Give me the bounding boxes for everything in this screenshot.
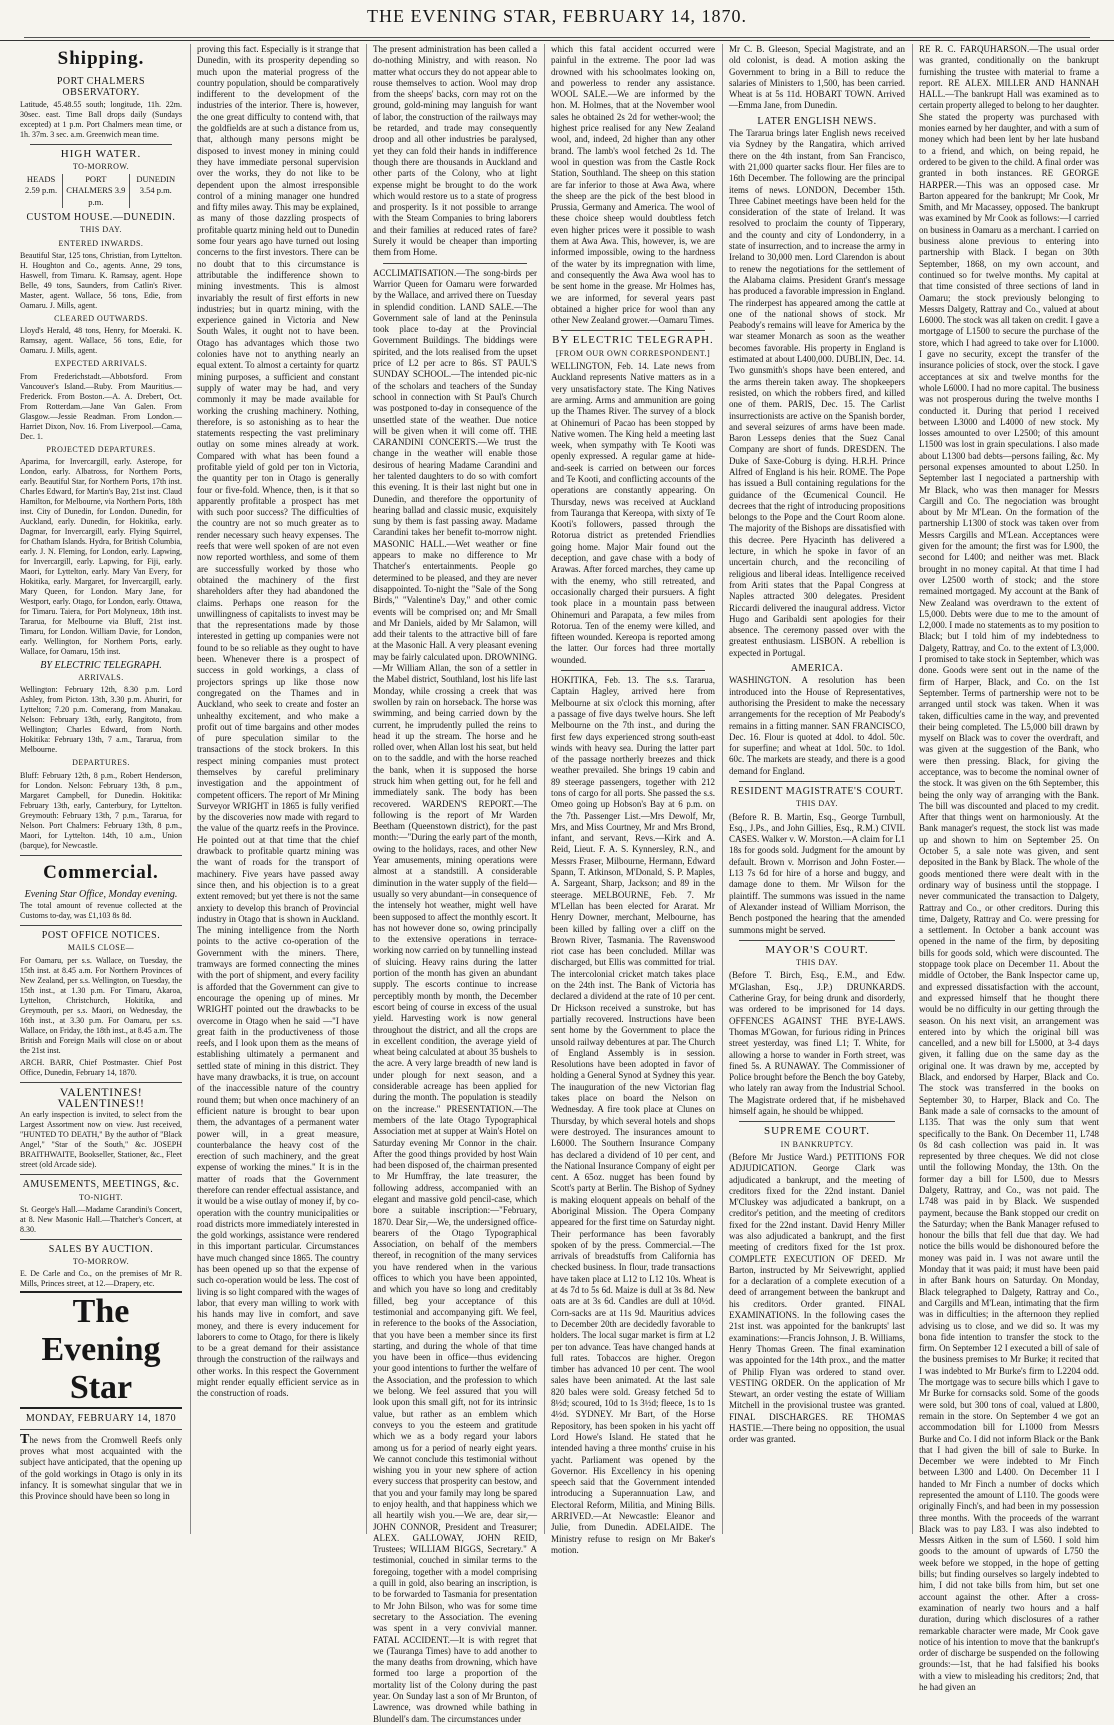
high-water-heading: HIGH WATER. [60,147,142,160]
customs-heading: CUSTOM HOUSE.—DUNEDIN. [26,212,176,224]
column-2 [190,44,365,1534]
departures-text: Bluff: February 12th, 8 p.m., Robert Henderson, for London. Nelson: February 13th, 8 p.m., Margaret Campbell, for Dunedin. Hokitika: February 13th, early, Canterbury, for Lyttelton. Greymouth: February 13th, 7 p.m., Tararua, for Nelson. Port Chalmers: February 13th, 8 p.m., Maori, for Lyttelton. 14th, 10 a.m., Union (barque), for Newcastle. [20,770,182,850]
editorial-continued: The present administration has been called a do-nothing Ministry, and with reason. No matter what occurs they do not appear able to rouse themselves to action. Wool may drop from the sheeps' backs, corn may rot on the ground, gold-mining may languish for want of labor, the construction of the railways may be retarded, and trade may consequently droop and all other industries be paralysed, yet they can fold their hands in indifference though there are thousands in Auckland and other parts of the Colony, who at light expense might be brought to do the work which would restore us to a state of progress and prosperity. Is it not possible to arrange with the Steam Companies to bring laborers and their families at reduced rates of fare? Surely it would be cheaper than importing them from Home. [373,44,537,258]
column-6 [912,44,1099,1693]
mayor-court-text: (Before T. Birch, Esq., E.M., and Edw. M'Glashan, Esq., J.P.) DRUNKARDS. Catherine Gray, for being drunk and disorderly, was ordered to be imprisoned for 14 days. OFFENCES AGAINST THE BYE-LAWS. Thomas M'Gowan, for furious riding in Princes street yesterday, was fined L1; T. White, for allowing a horse to wander in Forth street, was fined 5s. A RUNAWAY. The Commissioner of Police brought before the Bench the boy Gateby, who lately ran away from the Industrial School. The Magistrate ordered that, if he misbehaved himself again, he should be whipped. [729,970,905,1117]
hokitika-news: HOKITIKA, Feb. 13. The s.s. Tararua, Captain Hagley, arrived here from Melbourne at six o'clock this morning, after a passage of five days twelve hours. She left Melbourne on the 7th inst., and during the first few days experienced strong south-east winds with heavy sea. During the latter part of the passage northerly breezes and thick weather prevailed. She brings 19 cabin and 89 steerage passengers, together with 212 tons of cargo for all ports. She passed the s.s. Omeo going up Hobson's Bay at 6 p.m. on the 7th. Passenger List.—Mrs Dewolf, Mr, Mrs, and Miss Courtney, Mr and Mrs Brond, infant, and servant, Revs.—Kirk and A. Reid, Lieut. F. A. S. Kynnersley, R.N., and Messrs Fraser, Milbourne, Hermann, Edward Spann, T. Atkinson, M'Donald, S. P. Maples, A. Sargeant, Sharp, Jackson; and 89 in the steerage. MELBOURNE, Feb. 7. Mr M'Lellan has been elected for Ararat. Mr Henry Downer, merchant, Melbourne, has been killed by falling over a cliff on the Brown River, Tasmania. The Ravenswood riot case has been concluded. Millar was discharged, but Ellis was committed for trial. The intercolonial cricket match takes place on the 24th inst. The Bank of Victoria has declared a dividend at the rate of 10 per cent. Dr Hickson received a sunstroke, but has partially recovered. Instructions have been sent home by the Government to place the unsold railway debentures at par. The Church of England Assembly is in session. Resolutions have been adopted in favor of holding a General Synod at Sydney this year. The inauguration of the new Victorian flag takes place on board the Nelson on Wednesday. A fire took place at Clunes on Thursday, by which several hotels and shops were destroyed. The insurances amount to L6000. The Southern Insurance Company has declared a dividend of 10 per cent, and the National Insurance Company of eight per cent. A 65oz. nugget has been found by Scott's party at Berlin. The Bishop of Sydney is making eloquent appeals on behalf of the Aboriginal Mission. The Opera Company appeared for the first time on Saturday night. Their performance has been favorably spoken of by the press. Commercial.—The arrivals of breadstuffs from California has checked business. In flour, trade transactions have taken place at L12 to L12 10s. Wheat is at 4s 7d to 5s 6d. Maize is dull at 3s 8d. New oats are at 3s 6d. Candles are dull at 10½d. Corn-sacks are at 11s 9d. Mauritius advices to December 20th are decidedly favorable to holders. The local sugar market is firm at L2 per ton advance. Teas have changed hands at full rates. Tobaccos are higher. Oregon timber has advanced 10 per cent. The wool sales have been animated. At the last sale 820 bales were sold. Greasy fetched 5d to 8½d; scoured, 10d to 1s 3½d; fleece, 1s to 1s 4½d. SYDNEY. Mr Bart, of the Horse Repository, has been spoken in his yacht off Lord Howe's Island. He stated that he intended having a three months' cruise in his yacht. Parliament was opened by the Governor. His Excellency in his opening speech said that the Government intended introducing a Superannuation Law, and Electoral Reform, Militia, and Mining Bills. ARRIVED.—At Newcastle: Eleanor and Julie, from Dunedin. ADELAIDE. The Ministry refuse to resign on Mr Baker's motion. [551,675,715,1555]
divider [20,1174,182,1175]
later-english-text: The Tararua brings later English news received via Sydney by the Rangatira, which arrived there on the 4th instant, from San Francisco, with 21,000 quarter sacks flour. Her files are to 16th December. The following are the principal items of news. LONDON, December 15th. Three Cabinet meetings have been held for the consideration of the state of Ireland. It was resolved to proclaim the county of Tipperary, and the county and city of Londonderry, in a state of insurrection, and to increase the army in Ireland to 30,000 men. Lord Clarendon is about to renew the negotiations for the settlement of the Alabama claims. President Grant's message has produced a favorable impression in England. The rinderpest has appeared among the cattle at one of the national shows of stock. Mr Peabody's remains will leave for America by the war steamer Monarch as soon as the weather becomes favorable. His property in England is estimated at about L400,000. DUBLIN, Dec. 14. Two gunsmith's shops have been entered, and the arms therein taken away. The shopkeepers resisted, on which the robbers fired, and killed one of them. PARIS, Dec. 15. The Carlist insurrectionists are active on the Spanish border, and several seizures of arms have been made. Baron Lesseps denies that the Suez Canal Company are short of funds. DRESDEN. The Duke of Saxe-Coburg is dying. H.R.H. Prince Alfred of England is his heir. ROME. The Pope has issued a Bull containing regulations for the guidance of the Œcumenical Council. He decrees that the right of introducing propositions belongs to the Pope and the Court Room alone. The majority of the Bishops are dissatisfied with this decree. Pere Hyacinth has delivered a lecture, in which he spoke in favor of an uncertain church, and the reconciling of religious and liberal ideas. Intelligence received from Ariti states that the Papal Congress at Naples attracted 300 delegates. President Riccardi delivered the inaugural address. Victor Hugo and Garibaldi sent apologies for their absence. The ceremony passed over with the greatest enthusiasm. LISBON. A rebellion is expected in Portugal. [729,128,905,658]
america-heading: AMERICA. [790,663,844,675]
observatory-text: Latitude, 45.48.55 south; longitude, 11h. 22m. 30sec. east. Time Ball drops daily (Sundays excepted) at 1 p.m. Port Chalmers mean time, or 1h. 37m. 3 sec. a.m. Greenwich mean time. [20,99,182,139]
rm-court-text: (Before R. B. Martin, Esq., George Turnbull, Esq., J.Ps., and John Gillies, Esq., R.M.) CIVIL CASES. Walker v. W. Morston.—A claim for L1 18s for goods sold. Judgment for the amount by default. Brown v. Morrison and John Foster.—L13 7s 6d for hire of a horse and buggy, and damage done to them. Mr Wilson for the plaintiff. The summons was issued in the name of Alexander instead of William Morrison, the Bench postponed the hearing that the amended summons might be served. [729,811,905,935]
column-3 [366,44,543,1724]
editorial-text: proving this fact. Especially is it strange that Dunedin, with its prosperity depending so much upon the material progress of the country population, should be comparatively indifferent to the development of the industries of the interior. There is, however, the one great difficulty to contend with, that the goldfields are at such a distance from us, that, although many persons might be disposed to invest money in mining could they have immediate personal supervision over the works, they do not like to be dependent upon the almost irresponsible control of a mining manager one hundred and fifty miles away. This may be explained, as many of those dazzling prospects of profitable quartz mining held out to Dunedin some four years ago have turned out losing concerns to the first investors. There can be no doubt that to this circumstance is attributable the indifference shown to mining investments. This is almost invariably the result of first efforts in new industries; but in quartz mining, with the experience gained in Victoria and New South Wales, it ought not to have been. Otago has advantages which those two colonies have not to anything nearly an equal extent. To almost a certainty for quartz mining purposes, a sufficient and constant supply of water may be had, and very commonly it may be made available for working the crushing machinery. Nothing, therefore, is so astonishing as to hear the statements respecting the vast preliminary outlay on some mines already at work. Compared with what has been found a profitable yield of gold per ton in Victoria, the quantity per ton in Otago is generally four or five-fold. Whence, then, is it that so apparently profitable a prospect has met with such poor success? The difficulties of the country are not so much greater as to render necessary such heavy expenses. The reefs that were well spoken of are not even now reported worthless, and some of them are successfully worked by those who obtained the machinery of the first shareholders after they had abandoned the claims. Perhaps one reason for the unwillingness of capitalists to invest may be that the representations made by those interested in getting up companies were not found to be so reliable as they ought to have been. Whenever there is a prospect of success in gold workings, a class of projectors springs up like those now congregated on the Thames and in Auckland, who seek to create and foster an unhealthy excitement, and who make a profit out of time bargains and other modes of pure speculation similar to the transactions of the stock brokers. In this respect mining companies must protect themselves by careful preliminary investigation and the appointment of competent officers. The report of Mr Mining Surveyor WRIGHT in 1865 is fully verified by the discoveries now made with regard to the value of the quartz reefs in the Province. He pointed out at that time that the chief drawback to profitable quartz mining was the want of roads for the transport of machinery. Five years have passed away since then, and his objection is to a great extent removed; but yet there is not the same anxiety to develop this branch of Provincial industry in Otago that is shown in Auckland. The mining intelligence from the North points to the active co-operation of the Government with the miners. There, tramways are formed connecting the mines with the port of shipment, and every facility is afforded that the Government can give to encourage the opening up of mines. Mr WRIGHT pointed out the drawbacks to be overcome in Otago when he said —"I have great faith in the productiveness of those reefs, and I look upon them as the means of establishing ultimately a permanent and settled state of mining in this district. They have many drawbacks, it is true, on account of the inaccessible nature of the country round them; but when once machinery of an efficient nature is brought to bear upon them, the advantages of a permanent water power will, in a great measure, counterbalance the heavy cost of the erection of such machinery, and the great expense of working the mines." It is in the matter of roads that the Government therefore can render effectual assistance, and it would be a wise outlay of money if, by co-operation with the country municipalities or road districts more immediately interested in the gold workings, assistance were rendered in this important particular. Circumstances have much changed since 1865. The country has been opened up so that the expense of such co-operation would be less. The cost of living is so light compared with the wages of labor, that every man willing to work with his hands may live in comfort, and save money, and there is every inducement for laborers to come to Otago, for there is likely to be a great demand for their assistance through the construction of the railways and other works. In this respect the Government might render equally efficient service as in the construction of roads. [197,44,359,1399]
water-dunedin: DUNEDIN 3.54 p.m. [129,174,182,208]
departures-heading: DEPARTURES. [72,758,130,768]
divider [20,1082,182,1083]
divider [739,940,895,941]
divider [20,1429,182,1430]
high-water-sub: TO-MORROW. [72,161,130,171]
projected-heading: PROJECTED DEPARTURES. [46,444,156,454]
telegraph-heading-main: BY ELECTRIC TELEGRAPH. [552,334,714,347]
rm-court-heading: RESIDENT MAGISTRATE'S COURT. [730,786,904,797]
rm-court-sub: THIS DAY. [796,799,838,809]
masthead-title: THE EVENING STAR, FEBRUARY 14, 1870. [367,6,747,26]
wellington-news: WELLINGTON, Feb. 14. Late news from Auckland represents Native matters as in a very unsatisfactory state. The King Natives are arming. Arms and ammunition are going up the Thames River. The survey of a block at Ohinemuri of Pacao has been stopped by Native women. The King held a meeting last week, when sympathy with Te Kooti was openly expressed. A regular game at hide-and-seek is carried on between our forces and Te Kooti, and conflicting accounts of the operations are constantly appearing. On Thursday, news was received at Auckland from Tauranga that Kereopa, with sixty of Te Kooti's followers, passed through the Rotorua district as pretended Friendlies going home. Major Mair found out the deception, and gave chase with a body of Arawas. After forced marches, they came up with the enemy, who still retreated, and occasionally charged their pursuers. A fight took place in a mountain pass between Ohinemuri and Parapata, a few miles from Rotorua. Ten of the enemy were killed, and fifteen wounded. Kereopa is reported among the latter. Our forces had three mortally wounded. [551,361,715,665]
newspaper-columns [20,44,1099,1724]
shipping-heading: Shipping. [57,48,145,69]
divider [20,855,182,856]
amusements-heading: AMUSEMENTS, MEETINGS, &c. [22,1179,180,1191]
amusements-text: St. George's Hall.—Madame Carandini's Concert, at 8. New Masonic Hall.—Thatcher's Concert, at 8.30. [20,1204,182,1234]
mayor-court-sub: THIS DAY. [796,958,838,968]
expected-heading: EXPECTED ARRIVALS. [54,359,148,369]
divider [561,670,705,671]
entered-heading: ENTERED INWARDS. [58,238,144,248]
america-text: WASHINGTON. A resolution has been introduced into the House of Representatives, authorising the President to make the necessary arrangements for the reception of Mr Peabody's remains in a fitting manner. SAN FRANCISCO, Dec. 16. Flour is quoted at 4dol. to 4dol. 50c. for superfine; and wheat at 1dol. 50c. to 1dol. 60c. The markets are steady, and there is a good demand for England. [729,675,905,776]
telegraph-heading: BY ELECTRIC TELEGRAPH. [40,659,162,671]
water-heads: HEADS 2.59 p.m. [24,174,58,196]
sales-text: E. De Carle and Co., on the premises of Mr R. Mills, Princes street, at 12.—Drapery, etc. [20,1269,182,1289]
paper-title: The Evening Star [20,1291,182,1409]
projected-text: Aparima, for Invercargill, early. Asterope, for London, early. Albatross, for Northern Ports, early. Beautiful Star, for Northern Ports, 17th inst. Charles Edward, for Martin's Bay, 21st inst. Claud Hamilton, for Melbourne, via Northern Ports, 18th inst. City of Dunedin, for London. Dunedin, for Auckland, early. Dunedin, for Hokitika, early. Dagmar, for Invercargill, early. Flying Squirrel, for Chatham Islands. Hydra, for British Columbia, early. J. N. Fleming, for London, early. Lapwing, for Invercargill, early. Lapwing, for Fiji, early. Maori, for Lyttelton, early. Mary Van Every, for Hokitika, early. Margaret, for Invercargill, early. Mary Queen, for London. Mary Jane, for Westport, early. Otago, for London, early. Ottawa, for Timaru. Taiera, for Port Molyneux, 18th inst. Tararua, for Melbourne via Bluff, 21st inst. Timaru, for London. William Davie, for London, early. Wellington, for Northern Ports, early. Wallace, for Oamaru, 15th inst. [20,456,182,656]
dateline: MONDAY, FEBRUARY 14, 1870 [25,1413,177,1425]
arrivals-heading: ARRIVALS. [78,673,124,683]
cleared-heading: CLEARED OUTWARDS. [54,313,148,323]
amusements-sub: TO-NIGHT. [79,1192,123,1202]
commercial-heading: Commercial. [43,861,159,883]
telegraph-sub: [FROM OUR OWN CORRESPONDENT.] [555,348,711,358]
divider [739,781,895,782]
local-items: ACCLIMATISATION.—The song-birds per Warrior Queen for Oamaru were forwarded by the Wallace, and arrived there on Tuesday in splendid condition. LAND SALE.—The Government sale of land at the Peninsula took place to-day at the Provincial Government Buildings. The biddings were spirited, and the lots realised from the upset price of L2 per acre to 86s. ST PAUL'S SUNDAY SCHOOL.—The intended pic-nic of the scholars and teachers of the Sunday school in connection with St Paul's Church was postponed to-day in consequence of the unsettled state of the weather. Due notice will be given when it will come off. THE CARANDINI CONCERTS.—We trust the change in the weather will enable those desirous of hearing Madame Carandini and her talented daughters to do so with comfort this evening. It is their last night but one in Dunedin, and therefore the opportunity of hearing ballad and classic music, exquisitely sung by them is fast passing away. Madame Carandini takes her benefit to-morrow night. MASONIC HALL.—Wet weather or fine appears to make no difference to Mr Thatcher's entertainments. People go determined to be pleased, and they are never disappointed. To-night the "Sale of the Song Birds," "Valentine's Day," and other comic events will be comprised on; and Mr Small and Mr Daniels, aided by Mr Salamon, will add their talents to the attractive bill of fare at the Masonic Hall. A very pleasant evening may be fairly calculated upon. DROWNING.—Mr William Allan, the son of a settler in the Mabel district, Southland, lost his life last Monday, while crossing a creek that was swollen by rain on horseback. The horse was swimming, and being carried down by the current, he imprudently pulled the reins to head it up the stream. The horse and he rolled over, when Allan lost his seat, but held on to the saddle, and with the horse reached the bank, when it is supposed the horse struck him when getting out, for he fell and immediately sank. The body has been recovered. WARDEN'S REPORT.—The following is the report of Mr Warden Beetham (Queenstown district), for the past month:—"During the early part of the month, owing to the holidays, races, and other New Year amusements, mining operations were almost at a standstill. A considerable diminution in the water supply of the field—usually so very abundant—in consequence of the intensely hot weather, might well have been supposed to affect the monthly escort. It has not however done so, owing principally to the extensive operations in terrace-working now carried on by tunnelling instead of sluicing. Heavy rains during the latter portion of the month has given an abundant supply. The escorts continue to increase perceptibly month by month, the December escort being of course in excess of the usual yield. Harvesting work is now general throughout the district, and all the crops are in excellent condition, the average yield of wheat being calculated at about 35 bushels to the acre. A very large breadth of new land is under plough for next season, and a considerable acreage has been applied for during the month. The population is steadily on the increase." PRESENTATION.—The members of the late Otago Typographical Association met at supper at Wain's Hotel on Saturday evening Mr Connor in the chair. After the good things provided by host Wain had been disposed of, the chairman presented to Mr Humffray, the late treasurer, the following address, accompanied with an elegant and massive gold pencil-case, which bore a suitable inscription:—"February, 1870. Dear Sir,—We, the undersigned office-bearers of the Otago Typographical Association, on behalf of the members thereof, in recognition of the many services you have rendered when in the various offices to which you have been appointed, and which you have so long and creditably filled, beg your acceptance of this testimonial and accompanying gift. We feel, in reference to the books of the Association, that you have been a member since its first starting, and during the whole of that time you have been in office—thus evidencing your good intentions to further the welfare of the Association, and the profession to which we belong. We feel assured that you will look upon this small gift, not for its intrinsic value, but rather as an emblem which conveys to you the esteem and gratitude which we as a body regard your labors among us for a period of nearly eight years. We cannot conclude this testimonial without wishing you in your new sphere of action every success that prosperity can bestow, and that you and your family may long be spared to enjoy health, and that happiness which we all heartily wish you.—We are, dear sir,—JOHN CONNOR, President and Treasurer; ALEX. GALLOWAY, JOHN REID, Trustees; WILLIAM BIGGS, Secretary." A testimonial, couched in similar terms to the foregoing, together with a model comprising a quill in gold, also bearing an inscription, is to be forwarded to Tasmania for presentation to Mr John Bilson, who was for some time secretary to the Association. The evening was spent in a very convivial manner. FATAL ACCIDENT.—It is with regret that we (Tauranga Times) have to add another to the many deaths from drowning, which have formed too large a proportion of the mortality list of the Colony during the past year. On Sunday last a son of Mr Brunton, of Lawrence, was drowned while bathing in Blundell's dam. The circumstances under [373,267,537,1724]
divider [20,1239,182,1240]
post-office-text: For Oamaru, per s.s. Wallace, on Tuesday, the 15th inst. at 8.45 a.m. For Northern Provinces of New Zealand, per s.s. Wellington, on Tuesday, the 15th inst., at 1.30 p.m. For Timaru, Akaroa, Lyttelton, Christchurch, Hokitika, and Greymouth, per s.s. Maori, on Wednesday, the 16th inst., at 3.30 p.m. For Oamaru, per s.s. Wallace, on Friday, the 18th inst., at 8.45 a.m. The British and Foreign Mails will close on or about the 21st inst. [20,955,182,1055]
entered-text: Beautiful Star, 125 tons, Christian, from Lyttelton. H. Houghton and Co., agents. Anne, 29 tons, Haswell, from Timaru. K. Ramsay, agent. Hope Belle, 49 tons, Saunders, from Catlin's River. Master, agent. Wallace, 56 tons, Edie, from Oamaru. J. Mills, agent. [20,250,182,310]
bankruptcy-continued: RE R. C. FARQUHARSON.—The usual order was granted, conditionally on the bankrupt furnishing the trustee with material to frame a report. RE ALEX. MILLER AND HANNAH HALL.—The bankrupt Hall was examined as to certain property alleged to belong to her daughter. She stated the property was purchased with monies earned by her daughter, and with a sum of money which had been lent by her late husband to a friend, and which, on being repaid, he ordered to be given to the child. A final order was granted in both instances. RE GEORGE HARPER.—This was an opposed case. Mr Barton appeared for the bankrupt; Mr Cook, Mr Smith, and Mr Macassey, opposed. The bankrupt was examined by Mr Cook as follows:—I carried on business in Oamaru as a merchant. I carried on business alone previous to entering into partnership with Black. I began on 30th September, 1868, on my own account, and continued so for twelve months. My capital at that time consisted of three sections of land in Oamaru; the stock previously belonging to Messrs Dalgety, Rattray and Co., valued at about L6000. The stock was all taken on credit. I gave a mortgage of L1500 to secure the purchase of the store, which I had agreed to take over for L1000. I gave no security, except the transfer of the insurance policies of stock, over the stock. I gave acceptances at six and twelve months for the whole L6000. I had no more capital. The business was not prosperous during the twelve months I conducted it. During that period I received between L3000 and L4000 of new stock. My losses amounted to over L2500; of this amount L1500 was lost in grain speculations. I also made about L1300 bad debts—persons failing, &c. My personal expenses amounted to about L250. In September last I negociated a partnership with Mr Black, who was then manager for Messrs Cargill and Co. The negociation was brought about by Mr M'Lean. On the formation of the partnership L1300 of stock was taken over from Messrs Cargills and M'Lean. Acceptances were given for the amount; the first was for L900, the second for L400; and neither was met. Black brought in no money capital. At that time I had over L2500 worth of stock; and the store remained mortgaged. My account at the Bank of New Zealand was overdrawn to the extent of L5,000. Debts were due to me to the amount of L2,000. I made no statements as to my position to Black; but I told him of my indebtedness to Dalgety, Rattray, and Co. to the extent of L3,000. I promised to take stock in September, which was done. Goods were sent out in the name of the firm of Harper, Black, and Co. on the 1st September. Terms of partnership were not to be arranged until stock was taken. When it was taken, difficulties came in the way, and prevented their being completed. The L5,000 bill drawn by myself on Black was to cover the overdraft, and was given at the suggestion of the Bank, who were then pressing. Black, for giving the acceptance, was to become the nominal owner of the stock. It was given on the 6th September, this being the only way of arranging with the Bank. The bill was discounted and placed to my credit. After that things went on harmoniously. At the Bank manager's request, the stock list was made up and shown to him on September 25. On October 5, a sale note was given, and sent deposited in the Bank by Black. The whole of the goods mentioned there were dealt with in the ordinary way of business until the stoppage. I never communicated the transaction to Dalgety, Rattray and Co., or other creditors. During this time, Dalgety, Rattray and Co. were pressing for a settlement. In October a bank account was opened in the name of the firm, by depositing bills for goods sold, which were discounted. The stoppage took place on December 11. About the middle of October, the Bank Inspector came up, and expressed dissatisfaction with the account, and expressed himself that he thought there would be no difficulty in our getting through the season. On his next visit, an arrangement was entered into by which the original bill was cancelled, and a new bill for L5000, at 3-4 days given, it falling due on the same day as the original one. It was drawn by me, accepted by Black, and endorsed by Harper, Black and Co. The stock was transferred in the books on September 30, to Harper, Black and Co. The Bank made a sale of cornsacks to the amount of L135. That was the only sum that went specifically to the Bank. On December 11, L748 0s 8d cash collection was paid in. It was represented by three cheques. We did not close until the following Monday, the 13th. On the former day a bill for L500, due to Messrs Dalgety, Rattray, and Co., was not paid. The L748 was paid in by Black. We suspended payment, because the Bank stopped our credit on the Saturday; when the Bank Manager refused to honour the bills that fell due that day. We had notice the bills would be dishonoured before the money was paid in. I was not aware until the Monday that it was paid; it must have been paid in after Bank hours on Saturday. On Monday, Black telegraphed to Dalgety, Rattray and Co., and Cargills and M'Lean, intimating that the firm was in difficulties; in the afternoon they replied advising us to close, and we did so. It was my bona fide intention to transfer the stock to the firm. On September 12 I executed a bill of sale of the business premises to Mr Burke; it recited that I was indebted to Mr Burke's firm to L2204 odd. The mortgage was to secure bills which I gave to Mr Burke for cornsacks sold. Some of the goods were sold, but 300 tons of coal, valued at L800, remain in the store. On September 4 we got an accommodation bill for L1000 from Messrs Burke and Co. I did not inform Black or the Bank that I had given the bill of sale to Burke. In December we were indebted to Mr Finch between L300 and L400. On December 11 I handed to Mr Finch a number of docks which represented the amount of L110. The goods were originally Finch's, and had been in my possession three months. With the proceeds of the warrant Black was to pay L83. I was also indebted to Messrs Aitken in the sum of L560. I sold him goods to the amount of upwards of L750 the week before we stopped, in the hope of getting bills; but finding ourselves so largely indebted to him, I did not take bills from him, but set one account against the other. After a cross-examination of nearly two hours and a half duration, during which disclosures of a rather remarkable character were made, Mr Cook gave notice of his intention to move that the bankrupt's order of discharge be suspended on the following grounds:—1st, that he had falsified his books with a view to misleading his creditors; 2nd, that he had given an [919,44,1099,1693]
water-port-chalmers: PORT CHALMERS 3.9 p.m. [63,174,129,208]
commercial-text: The total amount of revenue collected at the Customs to-day, was £1,103 8s 8d. [20,901,182,921]
supreme-court-heading: SUPREME COURT. [763,1125,871,1138]
column-4 [544,44,721,1555]
divider [561,330,705,331]
commercial-sub: Evening Star Office, Monday evening. [24,888,178,900]
bankruptcy-heading: IN BANKRUPTCY. [780,1139,854,1149]
column-5 [722,44,911,1534]
editorial-lead: The news from the Cromwell Reefs only proves what most acquainted with the subject have anticipated, that the opening up of the gold workings in Otago is only in its infancy. It is somewhat singular that we in this Province should have been so long in [20,1431,182,1502]
post-office-signature: ARCH. BARR, Chief Postmaster. Chief Post Office, Dunedin, February 14, 1870. [20,1057,182,1077]
masthead [0,0,1114,41]
valentines-heading: VALENTINES! VALENTINES!! [57,1084,145,1110]
expected-text: From Frederichstadt.—Abbotsford. From Vancouver's Island.—Ruby. From Mauritius.—Frederick. From Boston.—A. A. Drebert, Oct. From Rotterdam.—Jane Van Galen. From Glasgow.—Jessie Readman. From London.—Harriet Dixon, Nov. 16. From Liverpool.—Cama, Dec. 1. [20,371,182,441]
divider [20,925,182,926]
sales-heading: SALES BY AUCTION. [48,1243,154,1255]
arrivals-text: Wellington: February 12th, 8.30 p.m. Lord Ashley, from Picton. 13th, 3.30 p.m. Ahuriri, for Lyttelton; 7.20 p.m. Comerang, from Manakau. Nelson: February 13th, early, Rangitoto, from Wellington; Charles Edward, from North. Hokitika: February 13th, 7 a.m., Tararua, from Melbourne. [20,685,182,755]
valentines-text: An early inspection is invited, to select from the Largest Assortment now on view. Just received, "HUNTED TO DEATH," By the author of "Black Angel," "Star of the South," &c. JOSEPH BRAITHWAITE, Bookseller, Stationer, &c., Fleet street (old Arcade side). [20,1110,182,1170]
later-english-heading: LATER ENGLISH NEWS. [757,115,877,127]
observatory-heading: PORT CHALMERS OBSERVATORY. [56,76,146,99]
customs-sub: THIS DAY. [80,225,122,235]
high-water-table [20,174,182,208]
bankruptcy-text: (Before Mr Justice Ward.) PETITIONS FOR ADJUDICATION. George Clark was adjudicated a bankrupt, and the meeting of creditors fixed for the 22nd instant. Daniel M'Cluskey was adjudicated a bankrupt, on a creditor's petition, and the meeting of creditors fixed for the 22nd instant. David Henry Miller was also adjudicated a bankrupt, and the first meeting of creditors fixed for the 1st prox. COMPLETE EXECUTION OF DEED. Mr Barton, instructed by Mr Seivewright, applied for a declaration of a complete execution of a deed of arrangement between the bankrupt and his creditors. Order granted. FINAL EXAMINATIONS. In the following cases the 21st inst. was appointed for the bankrupts' last examinations:—Francis Johnson, J. B. Williams, Henry Thomas Green. The final examination was appointed for the 14th prox., and the matter of Philip Flyan was ordered to stand over. VESTING ORDER. On the application of Mr Stewart, an order vesting the estate of William Mitchell in the provisional trustee was granted. FINAL DISCHARGES. RE THOMAS HASTIE.—There being no opposition, the usual order was granted. [729,1151,905,1445]
mayor-court-heading: MAYOR'S COURT. [765,943,869,956]
post-office-sub: MAILS CLOSE— [67,943,135,953]
wool-sale-text: which this fatal accident occurred were painful in the extreme. The poor lad was drowned with his schoolmates looking on, and powerless to render any assistance. WOOL SALE.—We are informed by the hon. M. Holmes, that at the November wool sales he obtained 2s 2d for wether-wool; the highest price realised for any New Zealand wool, and, indeed, 2d higher than any other brand. The lamb's wool fetched 2s 1d. The wool in question was from the Castle Rock Station, Southland. The sheep on this station are far inferior to those at Awa Awa, where the sheep are the pick of the best blood in Prussia, Germany and America. The wool of these choice sheep would doubtless fetch even higher prices were it possible to wash them at Awa Awa. This, however, is, we are informed impossible, owing to the hardness of the water by its impregnation with lime, and consequently the Awa Awa wool has to be sent home in the grease. Mr Holmes has, we are informed, for several years past obtained a higher price for wool than any other New Zealand grower.—Oamaru Times. [551,44,715,326]
adelaide-continued: Mr C. B. Gleeson, Special Magistrate, and an old colonist, is dead. A motion asking the Government to bring in a Bill to reduce the salaries of Ministers to 1,500, has been carried. Wheat is at 5s 11d. HOBART TOWN. Arrived—Emma Jane, from Dunedin. [729,44,905,111]
cleared-text: Lloyd's Herald, 48 tons, Henry, for Moeraki. K. Ramsay, agent. Wallace, 56 tons, Edie, for Oamaru. J. Mills, agent. [20,326,182,356]
sales-sub: TO-MORROW. [72,1257,130,1267]
divider [739,1121,895,1122]
divider [383,263,527,264]
column-1 [20,44,188,1534]
post-office-heading: POST OFFICE NOTICES. [41,930,161,942]
divider [30,144,172,145]
